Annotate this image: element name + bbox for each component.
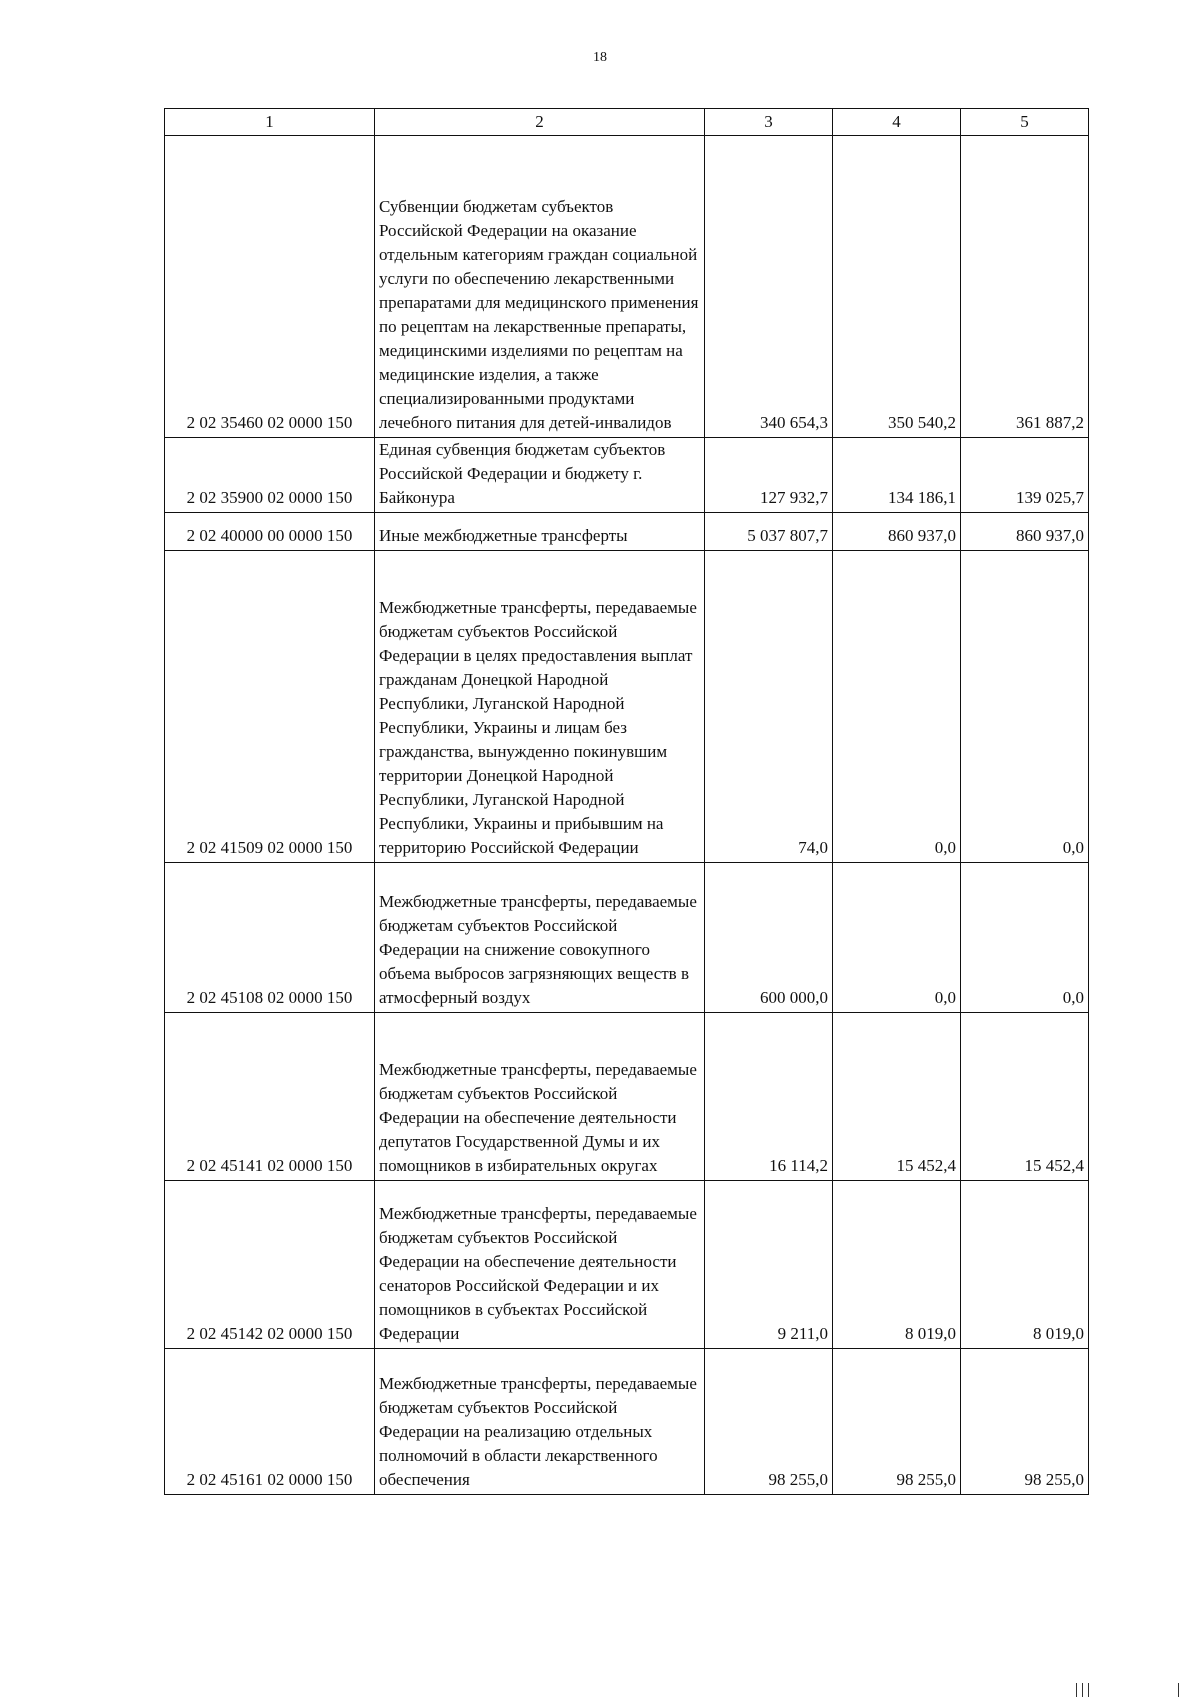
header-row <box>165 109 1089 136</box>
row-value-col4: 134 186,1 <box>833 438 961 513</box>
row-name: Межбюджетные трансферты, передаваемые бюджетам субъектов Российской Федерации в целях предоставления выплат гражданам Донецкой Народной Республики, Луганской Народной Республики, Украины и лицам без гражданства, вынужденно покинувшим территории Донецкой Народной Республики, Луганской Народной Республики, Украины и прибывшим на территорию Российской Федерации <box>375 551 705 863</box>
row-value-col5: 361 887,2 <box>961 136 1089 438</box>
column-header-1: 1 <box>165 109 375 136</box>
budget-table <box>164 108 1089 1495</box>
row-value-col3: 98 255,0 <box>705 1349 833 1495</box>
row-value-col4: 15 452,4 <box>833 1013 961 1181</box>
row-value-col3: 600 000,0 <box>705 863 833 1013</box>
table-row <box>165 863 1089 1013</box>
scan-mark <box>1082 1683 1083 1697</box>
row-value-col3: 9 211,0 <box>705 1181 833 1349</box>
row-name: Иные межбюджетные трансферты <box>375 513 705 551</box>
row-name: Межбюджетные трансферты, передаваемые бюджетам субъектов Российской Федерации на реализацию отдельных полномочий в области лекарственного обеспечения <box>375 1349 705 1495</box>
row-code: 2 02 35900 02 0000 150 <box>165 438 375 513</box>
row-value-col5: 98 255,0 <box>961 1349 1089 1495</box>
row-code: 2 02 45141 02 0000 150 <box>165 1013 375 1181</box>
row-code: 2 02 35460 02 0000 150 <box>165 136 375 438</box>
row-code: 2 02 45108 02 0000 150 <box>165 863 375 1013</box>
scan-mark <box>1076 1683 1077 1697</box>
row-name: Межбюджетные трансферты, передаваемые бюджетам субъектов Российской Федерации на обеспечение деятельности сенаторов Российской Федерации и их помощников в субъектах Российской Федерации <box>375 1181 705 1349</box>
table-row <box>165 513 1089 551</box>
row-value-col5: 0,0 <box>961 551 1089 863</box>
table-row <box>165 551 1089 863</box>
table-row <box>165 1181 1089 1349</box>
page-number: 18 <box>593 50 607 65</box>
scan-mark <box>1088 1683 1089 1697</box>
column-header-2: 2 <box>375 109 705 136</box>
row-value-col4: 860 937,0 <box>833 513 961 551</box>
table-row <box>165 1349 1089 1495</box>
row-value-col4: 8 019,0 <box>833 1181 961 1349</box>
row-value-col5: 8 019,0 <box>961 1181 1089 1349</box>
table-row <box>165 136 1089 438</box>
row-name: Межбюджетные трансферты, передаваемые бюджетам субъектов Российской Федерации на снижение совокупного объема выбросов загрязняющих веществ в атмосферный воздух <box>375 863 705 1013</box>
row-value-col4: 98 255,0 <box>833 1349 961 1495</box>
row-value-col5: 139 025,7 <box>961 438 1089 513</box>
row-value-col4: 0,0 <box>833 863 961 1013</box>
row-value-col3: 5 037 807,7 <box>705 513 833 551</box>
row-value-col4: 350 540,2 <box>833 136 961 438</box>
row-name: Единая субвенция бюджетам субъектов Российской Федерации и бюджету г. Байконура <box>375 438 705 513</box>
row-code: 2 02 45161 02 0000 150 <box>165 1349 375 1495</box>
row-value-col3: 127 932,7 <box>705 438 833 513</box>
table-body <box>165 136 1089 1495</box>
row-code: 2 02 40000 00 0000 150 <box>165 513 375 551</box>
row-name: Субвенции бюджетам субъектов Российской Федерации на оказание отдельным категориям граждан социальной услуги по обеспечению лекарственными препаратами для медицинского применения по рецептам на лекарственные препараты, медицинскими изделиями по рецептам на медицинские изделия, а также специализированными продуктами лечебного питания для детей-инвалидов <box>375 136 705 438</box>
row-code: 2 02 41509 02 0000 150 <box>165 551 375 863</box>
column-header-3: 3 <box>705 109 833 136</box>
row-value-col5: 0,0 <box>961 863 1089 1013</box>
column-header-4: 4 <box>833 109 961 136</box>
column-header-5: 5 <box>961 109 1089 136</box>
row-name: Межбюджетные трансферты, передаваемые бюджетам субъектов Российской Федерации на обеспечение деятельности депутатов Государственной Думы и их помощников в избирательных округах <box>375 1013 705 1181</box>
table-row <box>165 1013 1089 1181</box>
row-value-col5: 15 452,4 <box>961 1013 1089 1181</box>
row-value-col3: 16 114,2 <box>705 1013 833 1181</box>
row-value-col3: 340 654,3 <box>705 136 833 438</box>
table-row <box>165 438 1089 513</box>
table-header <box>165 109 1089 136</box>
row-value-col5: 860 937,0 <box>961 513 1089 551</box>
scan-mark <box>1178 1683 1179 1697</box>
row-value-col3: 74,0 <box>705 551 833 863</box>
row-value-col4: 0,0 <box>833 551 961 863</box>
row-code: 2 02 45142 02 0000 150 <box>165 1181 375 1349</box>
